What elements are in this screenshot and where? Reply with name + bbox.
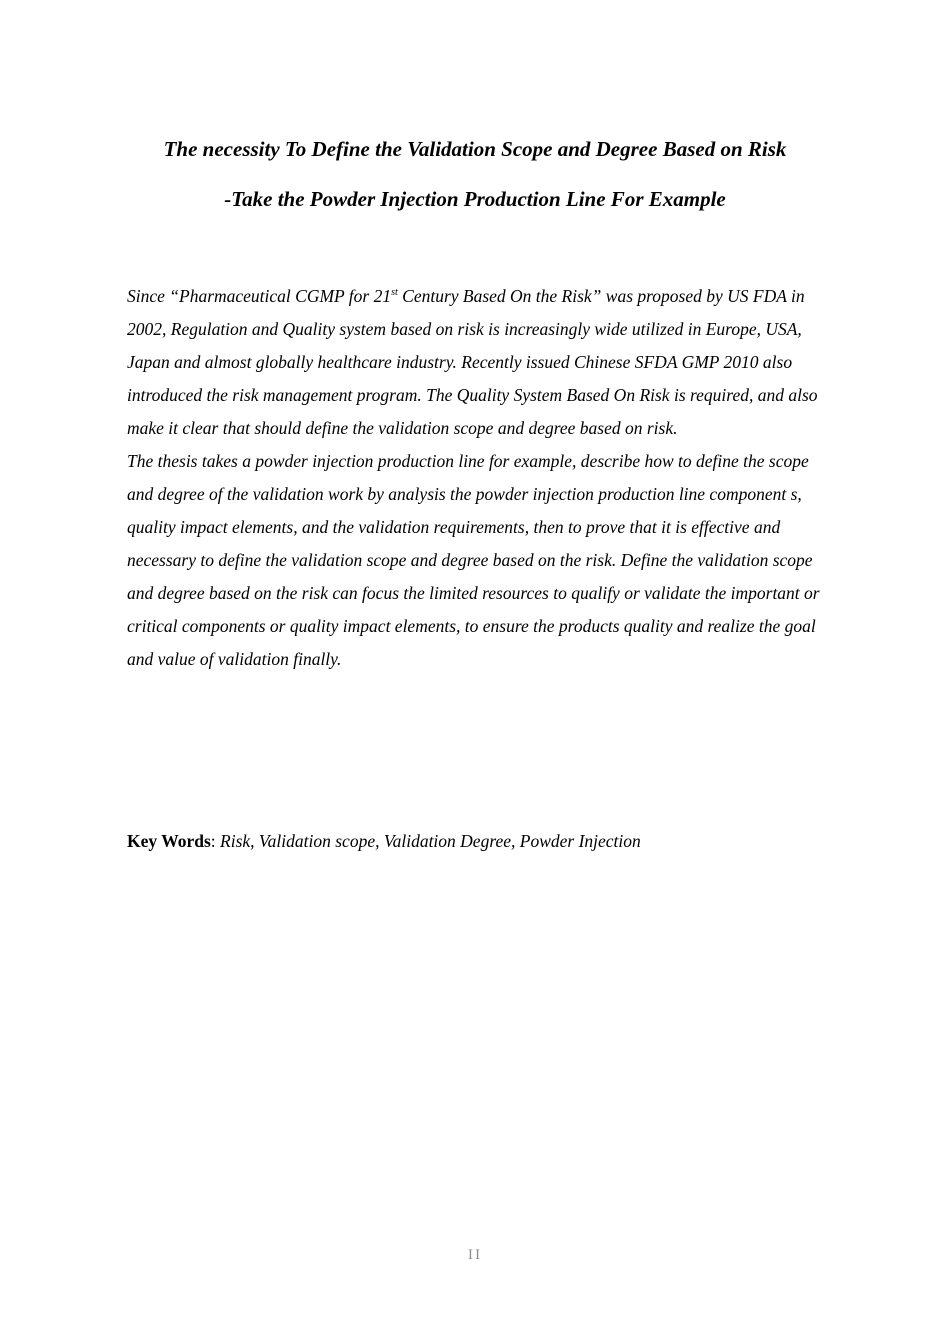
title-line-2: -Take the Powder Injection Production Line For Example [224, 187, 726, 211]
keywords-values: Risk, Validation scope, Validation Degree, Powder Injection [220, 831, 641, 851]
keywords-label: Key Words [127, 831, 211, 851]
page-number: II [467, 1248, 483, 1263]
abstract-body [127, 280, 827, 676]
keywords-separator: : [210, 831, 221, 851]
abstract-paragraph-1 [127, 280, 827, 445]
abstract-paragraph-2: The thesis takes a powder injection production line for example, describe how to define the scope and degree of the validation work by analysis the powder injection production line component s, quality impact elements, and the validation requirements, then to prove that it is effective and necessary to define the validation scope and degree based on the risk. Define the validation scope and degree based on the risk can focus the limited resources to qualify or validate the important or critical components or quality impact elements, to ensure the products quality and realize the goal and value of validation finally. [127, 451, 820, 669]
abstract-p1-start: Since “Pharmaceutical CGMP for 21 [127, 286, 392, 306]
title-line-1: The necessity To Define the Validation Scope and Degree Based on Risk [163, 137, 787, 161]
keywords-line [127, 828, 641, 854]
abstract-p1-rest: Century Based On the Risk” was proposed by US FDA in 2002, Regulation and Quality system based on risk is increasingly wide utilized in Europe, USA, Japan and almost globally healthcare industry. Recently issued Chinese SFDA GMP 2010 also introduced the risk management program. The Quality System Based On Risk is required, and also make it clear that should define the validation scope and degree based on risk. [127, 286, 818, 438]
ordinal-suffix: st [391, 287, 398, 299]
